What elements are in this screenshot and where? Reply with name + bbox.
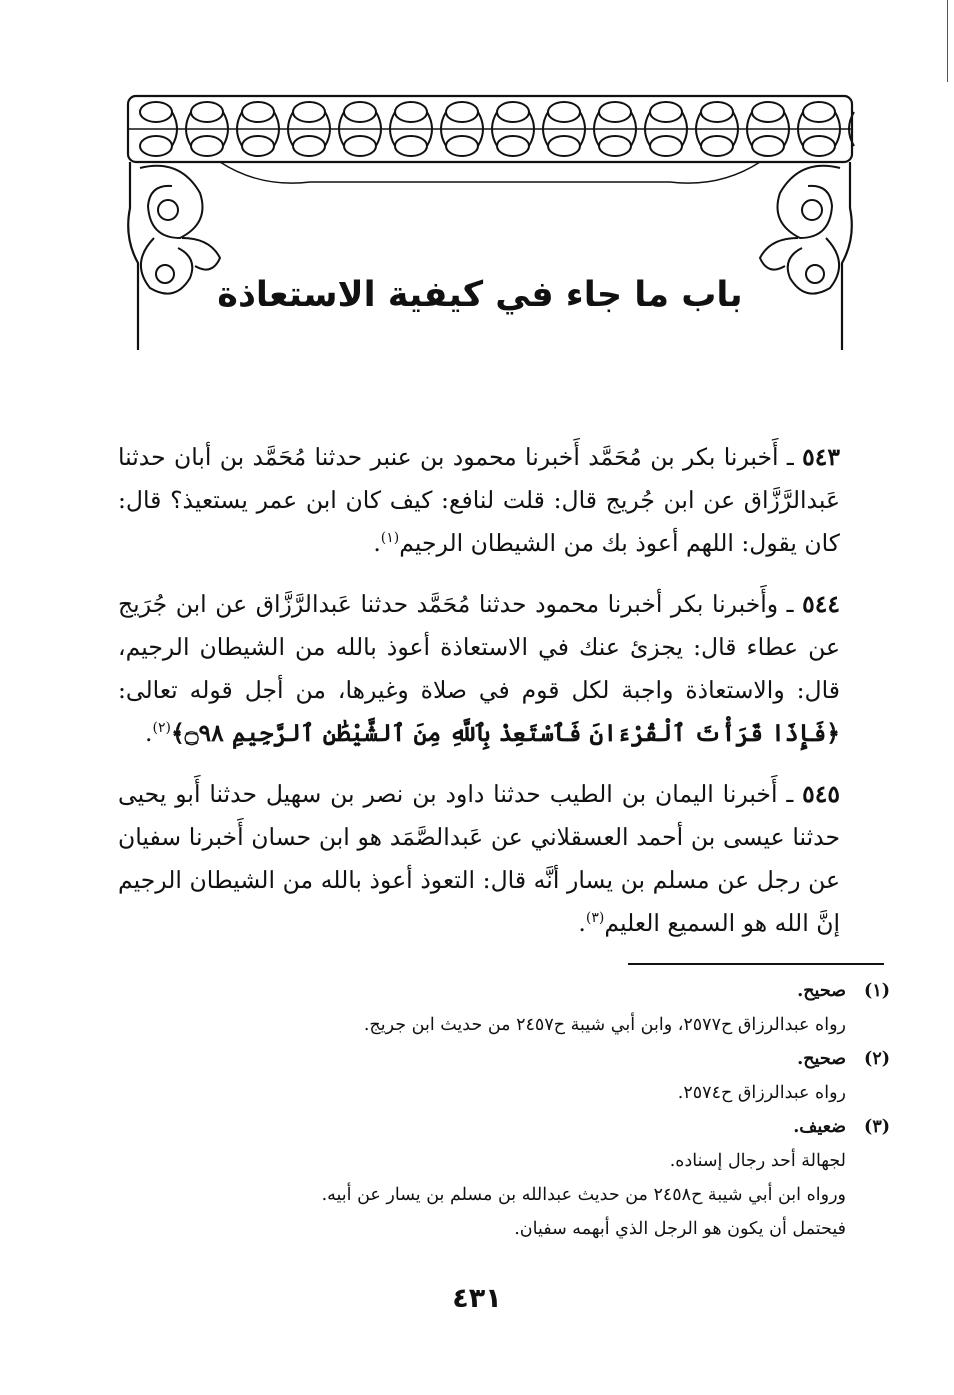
ornament-knot	[140, 102, 172, 122]
ornament-knot	[599, 136, 631, 156]
ornament-knot	[701, 102, 733, 122]
page-edge-line	[947, 0, 948, 82]
hadith-number: ٥٤٤	[802, 590, 840, 618]
ornament-knot	[548, 136, 580, 156]
ornament-knot	[191, 102, 223, 122]
ornament-knot	[446, 102, 478, 122]
footnote-divider	[628, 963, 884, 965]
footnote-2	[210, 1042, 890, 1110]
footnote-1	[210, 974, 890, 1042]
ornament-knot	[701, 136, 733, 156]
hadith-number: ٥٤٥	[802, 780, 840, 808]
chapter-title: باب ما جاء في كيفية الاستعاذة	[217, 275, 743, 315]
footnote-line: فيحتمل أن يكون هو الرجل الذي أبهمه سفيان.	[514, 1219, 846, 1239]
hadith-text: ـ أَخبرنا اليمان بن الطيب حدثنا داود بن نصر بن سهيل حدثنا أَبو يحيى حدثنا عيسى بن أحمد العسقلاني عن عَبدالصَّمَد هو ابن حسان أَخبرنا سفيان عن رجل عن مسلم بن يسار أنَّه قال: التعوذ أعوذ بالله من الشيطان الرجيم إنَّ الله هو السميع العليم	[118, 780, 840, 937]
ornament-knot	[344, 136, 376, 156]
page-number: ٤٣١	[452, 1283, 502, 1314]
footnote-grade: ضعيف.	[793, 1117, 846, 1137]
footnotes	[210, 974, 890, 1246]
hadith-545	[118, 773, 840, 945]
hadith-end: .	[373, 529, 381, 557]
footnote-line: ورواه ابن أبي شيبة ح٢٤٥٨ من حديث عبدالله بن مسلم بن يسار عن أبيه.	[321, 1185, 846, 1205]
hadith-text: ـ أَخبرنا بكر بن مُحَمَّد أَخبرنا محمود بن عنبر حدثنا مُحَمَّد بن أبان حدثنا عَبدالرَّزَّاق عن ابن جُريج قال: قلت لنافع: كيف كان ابن عمر يستعيذ؟ قال: كان يقول: اللهم أعوذ بك من الشيطان الرجيم	[118, 443, 840, 557]
ornament-knot	[242, 102, 274, 122]
ornament-knot	[293, 136, 325, 156]
ornament-knot	[650, 102, 682, 122]
hadith-543	[118, 436, 840, 565]
footnote-ref: (٣)	[585, 910, 605, 927]
ornament-knot	[344, 102, 376, 122]
ornament-knot	[242, 136, 274, 156]
footnote-line: رواه عبدالرزاق ح٢٥٧٧، وابن أبي شيبة ح٢٤٥٧ من حديث ابن جريج.	[363, 1015, 846, 1035]
footnote-3	[210, 1110, 890, 1246]
ornament-knot	[395, 136, 427, 156]
footnote-mark: (٣)	[864, 1117, 890, 1137]
footnote-mark: (١)	[864, 981, 890, 1001]
hadith-544	[118, 583, 840, 755]
footnote-grade: صحيح.	[797, 981, 846, 1001]
ornament-knot	[191, 136, 223, 156]
footnote-ref: (١)	[380, 530, 400, 547]
ornament-knot	[446, 136, 478, 156]
footnote-mark: (٢)	[864, 1049, 890, 1069]
hadith-text: ـ وأَخبرنا بكر أخبرنا محمود حدثنا مُحَمَّد حدثنا عَبدالرَّزَّاق عن ابن جُرَيج عن عطاء قال: يجزئ عنك في الاستعاذة أعوذ بالله من الشيطان الرجيم، قال: والاستعاذة واجبة لكل قوم في صلاة وغيرها، من أجل قوله تعالى:	[118, 590, 840, 704]
ornament-knot	[497, 136, 529, 156]
hadith-number: ٥٤٣	[802, 443, 840, 471]
hadith-end: .	[578, 909, 586, 937]
ornament-knot	[497, 102, 529, 122]
ornament-knot	[395, 102, 427, 122]
footnote-ref: (٢)	[152, 720, 171, 737]
footnote-line: رواه عبدالرزاق ح٢٥٧٤.	[677, 1083, 846, 1103]
ornament-knot	[293, 102, 325, 122]
footnote-line: لجهالة أحد رجال إسناده.	[669, 1151, 846, 1171]
ornament-knot	[752, 102, 784, 122]
ornament-knot	[140, 136, 172, 156]
ornament-knot	[548, 102, 580, 122]
ornament-knot	[650, 136, 682, 156]
footnote-grade: صحيح.	[797, 1049, 846, 1069]
ornament-knot	[752, 136, 784, 156]
ornament-knot	[599, 102, 631, 122]
hadith-end: .	[145, 719, 153, 747]
ornament-knot	[803, 136, 835, 156]
quran-verse: ﴿فَإِذَا قَرَأْتَ ٱلْقُرْءَانَ فَٱسْتَعِذْ بِٱللَّهِ مِنَ ٱلشَّيْطَٰنِ ٱلرَّجِيمِ ۝٩٨﴾	[170, 719, 840, 747]
ornament-knot	[803, 102, 835, 122]
hadith-list	[118, 436, 840, 963]
